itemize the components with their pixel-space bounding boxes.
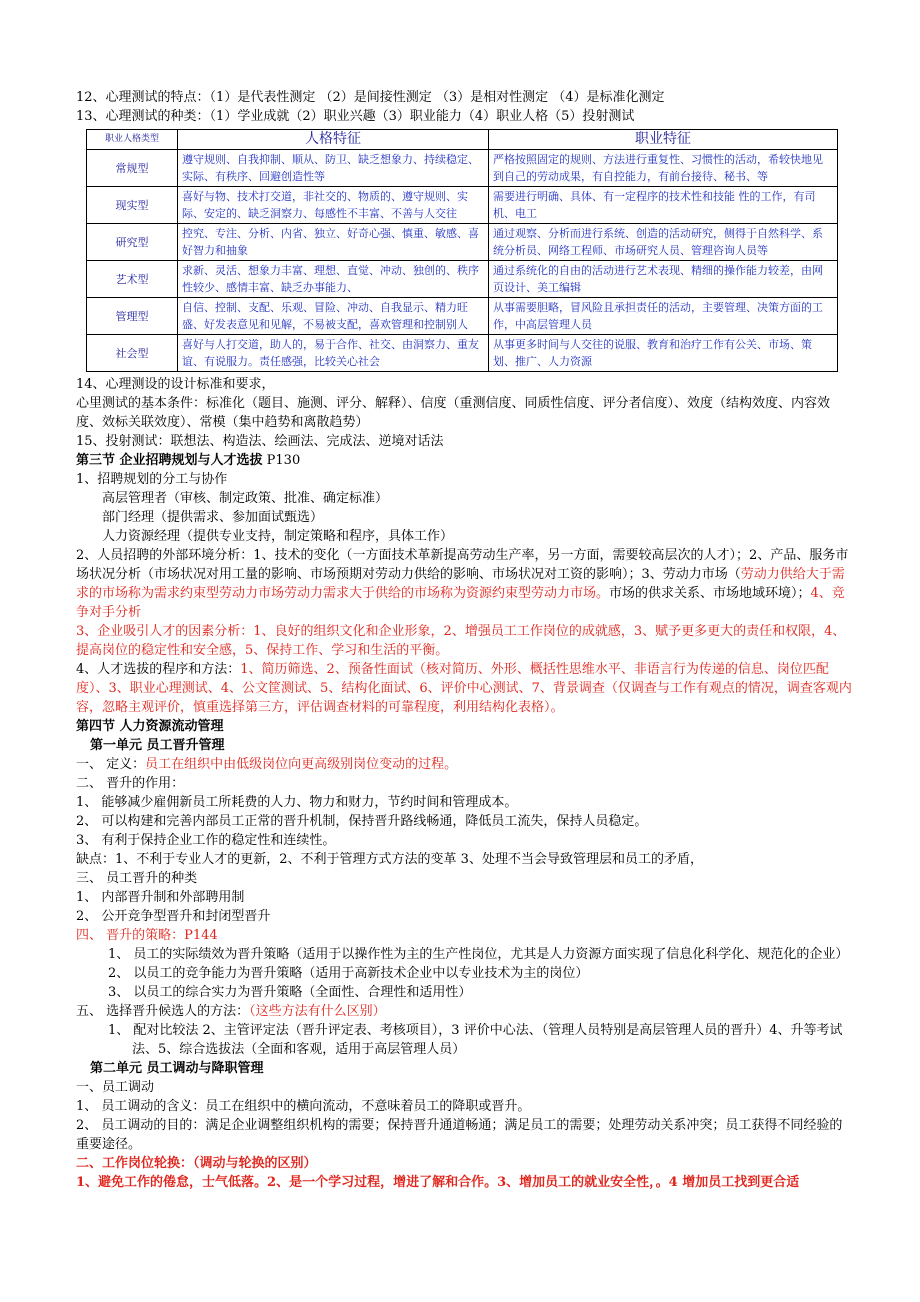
s3-item-4-text: 4、人才选拔的程序和方法：	[76, 662, 241, 677]
u1-item-3-1: 1、 内部晋升制和外部聘用制	[76, 890, 245, 905]
table-cell-personality: 控究、专注、分析、内省、独立、好奇心强、慎重、敏感、喜好智力和抽象	[178, 224, 489, 261]
table-header-personality: 人格特征	[178, 130, 489, 150]
u2-item-1: 一、员工调动	[76, 1080, 155, 1095]
u2-item-1-2: 2、 员工调动的目的：满足企业调整组织机构的需要；保持晋升通道畅通；满足员工的需要；处理劳动关系冲突；员工获得不同经验的重要途径。	[76, 1118, 843, 1152]
table-cell-career: 从事更多时间与人交往的说服、教育和治疗工作有公关、市场、策划、推广、人力资源	[489, 335, 838, 372]
table-cell-career: 通过系统化的自由的活动进行艺术表现、精细的操作能力较差，由网页设计、美工编辑	[489, 261, 838, 298]
u1-item-5-label: 五、 选择晋升候选人的方法：	[76, 1004, 250, 1019]
table-row	[87, 298, 838, 335]
u1-item-2-1: 1、 能够减少雇佣新员工所耗费的人力、物力和财力，节约时间和管理成本。	[76, 795, 518, 810]
table-header-row	[87, 130, 838, 150]
table-row	[87, 150, 838, 187]
personality-table	[86, 129, 838, 372]
table-row	[87, 335, 838, 372]
line-13: 13、心理测试的种类：（1）学业成就（2）职业兴趣（3）职业能力（4）职业人格（5）投射测试	[76, 109, 635, 124]
u1-definition-label: 一、 定义：	[76, 757, 146, 772]
table-cell-type: 现实型	[87, 187, 178, 224]
table-cell-career: 严格按照固定的规则、方法进行重复性、习惯性的活动，希较快地见到自己的劳动成果，有自控能力，有前台接待、秘书、等	[489, 150, 838, 187]
unit-2-heading: 第二单元 员工调动与降职管理	[90, 1061, 264, 1076]
line-14b: 心里测试的基本条件：标准化（题目、施测、评分、解释）、信度（重测信度、同质性信度、评分者信度）、效度（结构效度、内容效度、效标关联效度）、常模（集中趋势和离散趋势）	[76, 396, 831, 430]
s3-item-2-text: 2、人员招聘的外部环境分析：1、技术的变化（一方面技术革新提高劳动生产率，另一方面，需要较高层次的人才）；2、产品、服务市场状况分析（市场状况对用工量的影响、市场预期对劳动力供给的影响、市场状况对工资的影响）；3、劳动力市场（	[76, 548, 849, 582]
u1-item-4-3: 3、 以员工的综合实力为晋升策略（全面性、合理性和适用性）	[108, 985, 472, 1000]
u1-item-3-2: 2、 公开竞争型晋升和封闭型晋升	[76, 909, 271, 924]
table-cell-type: 艺术型	[87, 261, 178, 298]
u1-item-3: 三、 员工晋升的种类	[76, 871, 198, 886]
section-4-heading: 第四节 人力资源流动管理	[76, 719, 224, 734]
table-cell-type: 管理型	[87, 298, 178, 335]
table-cell-personality: 自信、控制、支配、乐观、冒险、冲动、自我显示、精力旺盛、好发表意见和见解，不易被支配，喜欢管理和控制别人	[178, 298, 489, 335]
u1-item-5	[76, 1002, 852, 1021]
s3-item-2	[76, 546, 852, 622]
u2-item-1-1: 1、 员工调动的含义：员工在组织中的横向流动，不意味着员工的降职或晋升。	[76, 1099, 531, 1114]
s3-item-1: 1、招聘规划的分工与协作	[76, 472, 228, 487]
s3-item-3: 3、企业吸引人才的因素分析：1、良好的组织文化和企业形象，2、增强员工工作岗位的成就感，3、赋予更多更大的责任和权限，4、提高岗位的稳定性和安全感，5、保持工作、学习和生活的平衡。	[76, 624, 846, 658]
u2-item-2-1: 1、避免工作的倦怠，士气低落。2、是一个学习过程，增进了解和合作。3、增加员工的就业安全性，。4 增加员工找到更合适	[76, 1175, 800, 1190]
table-cell-career: 需要进行明确、具体、有一定程序的技术性和技能 性的工作，有司机、电工	[489, 187, 838, 224]
table-cell-personality: 求新、灵活、想象力丰富、理想、直觉、冲动、独创的、秩序性较少、感情丰富、缺乏办事能力、	[178, 261, 489, 298]
table-header-type: 职业人格类型	[87, 130, 178, 150]
table-cell-type: 研究型	[87, 224, 178, 261]
u1-item-2-3: 3、 有利于保持企业工作的稳定性和连续性。	[76, 833, 336, 848]
section-3-title: 第三节 企业招聘规划与人才选拔	[76, 453, 263, 468]
u1-item-5-note: （这些方法有什么区别）	[249, 1004, 386, 1019]
s3-item-2-competitor: 4、竞争对手分析	[76, 586, 845, 620]
u1-cons: 缺点：1、不利于专业人才的更新，2、不利于管理方式方法的变革 3、处理不当会导致管理层和员工的矛盾，	[76, 852, 703, 867]
s3-item-1a: 高层管理者（审核、制定政策、批准、确定标准）	[102, 491, 389, 506]
section-3-heading	[76, 451, 852, 470]
table-cell-personality: 遵守规则、自我抑制、顺从、防卫、缺乏想象力、持续稳定、实际、有秩序、回避创造性等	[178, 150, 489, 187]
table-row	[87, 261, 838, 298]
s3-item-4	[76, 660, 852, 717]
line-15: 15、投射测试：联想法、构造法、绘画法、完成法、逆境对话法	[76, 434, 444, 449]
u1-item-4-2: 2、 以员工的竞争能力为晋升策略（适用于高新技术企业中以专业技术为主的岗位）	[108, 966, 589, 981]
table-cell-personality: 喜好与物、技术打交道，非社交的、物质的、遵守规则、实际、安定的、缺乏洞察力、每感性不丰富、不善与人交往	[178, 187, 489, 224]
u1-item-4-1: 1、 员工的实际绩效为晋升策略（适用于以操作性为主的生产性岗位，尤其是人力资源方面实现了信息化科学化、规范化的企业）	[108, 947, 849, 962]
table-cell-personality: 喜好与人打交道，助人的，易于合作、社交、由洞察力、重友谊、有说服力。责任感强，比较关心社会	[178, 335, 489, 372]
s3-item-4-highlight: 1、简历筛选、2、预备性面试（核对简历、外形、概括性思维水平、非语言行为传递的信息、岗位匹配度）、3、职业心理测试、4、公文筐测试、5、结构化面试、6、评价中心测试、7、背景调查（仅调查与工作有观点的情况，调查客观内容，忽略主观评价，慎重选择第三方，评估调查材料的可靠程度，利用结构化表格）。	[76, 662, 852, 715]
unit-1-heading: 第一单元 员工晋升管理	[90, 738, 225, 753]
table-cell-type: 社会型	[87, 335, 178, 372]
u1-definition-text: 员工在组织中由低级岗位向更高级别岗位变动的过程。	[145, 757, 458, 772]
section-3-page: P130	[262, 453, 301, 468]
line-12: 12、心理测试的特点：（1）是代表性测定 （2）是间接性测定 （3）是相对性测定 （4）是标准化测定	[76, 90, 665, 105]
s3-item-1b: 部门经理（提供需求、参加面试甄选）	[102, 510, 324, 525]
table-row	[87, 187, 838, 224]
u1-item-2: 二、 晋升的作用：	[76, 776, 185, 791]
s3-item-2-text-b: 市场的供求关系、市场地域环境）；	[609, 586, 811, 601]
table-header-career: 职业特征	[489, 130, 838, 150]
u2-item-2: 二、工作岗位轮换：（调动与轮换的区别）	[76, 1156, 317, 1171]
table-cell-career: 通过观察、分析而进行系统、创造的活动研究，侧得于自然科学、系统分析员、网络工程师、市场研究人员、管理咨询人员等	[489, 224, 838, 261]
u1-definition	[76, 755, 852, 774]
u1-item-4: 四、 晋升的策略：P144	[76, 928, 218, 943]
table-cell-type: 常规型	[87, 150, 178, 187]
u1-item-2-2: 2、 可以构建和完善内部员工正常的晋升机制，保持晋升路线畅通，降低员工流失，保持人员稳定。	[76, 814, 648, 829]
s3-item-2-highlight: 劳动力供给大于需求的市场称为需求约束型劳动力市场劳动力需求大于供给的市场称为资源约束型劳动力市场。	[76, 567, 845, 601]
s3-item-1c: 人力资源经理（提供专业支持，制定策略和程序，具体工作）	[102, 529, 454, 544]
u1-item-5-1: 1、 配对比较法 2、主管评定法（晋升评定表、考核项目），3 评价中心法、（管理人员特别是高层管理人员的晋升）4、升等考试法、5、综合选拔法（全面和客观，适用于高层管理人员）	[108, 1023, 843, 1057]
line-14a: 14、心理测设的设计标准和要求，	[76, 377, 275, 392]
table-cell-career: 从事需要胆略，冒风险且承担责任的活动，主要管理、决策方面的工作，中高层管理人员	[489, 298, 838, 335]
table-row	[87, 224, 838, 261]
